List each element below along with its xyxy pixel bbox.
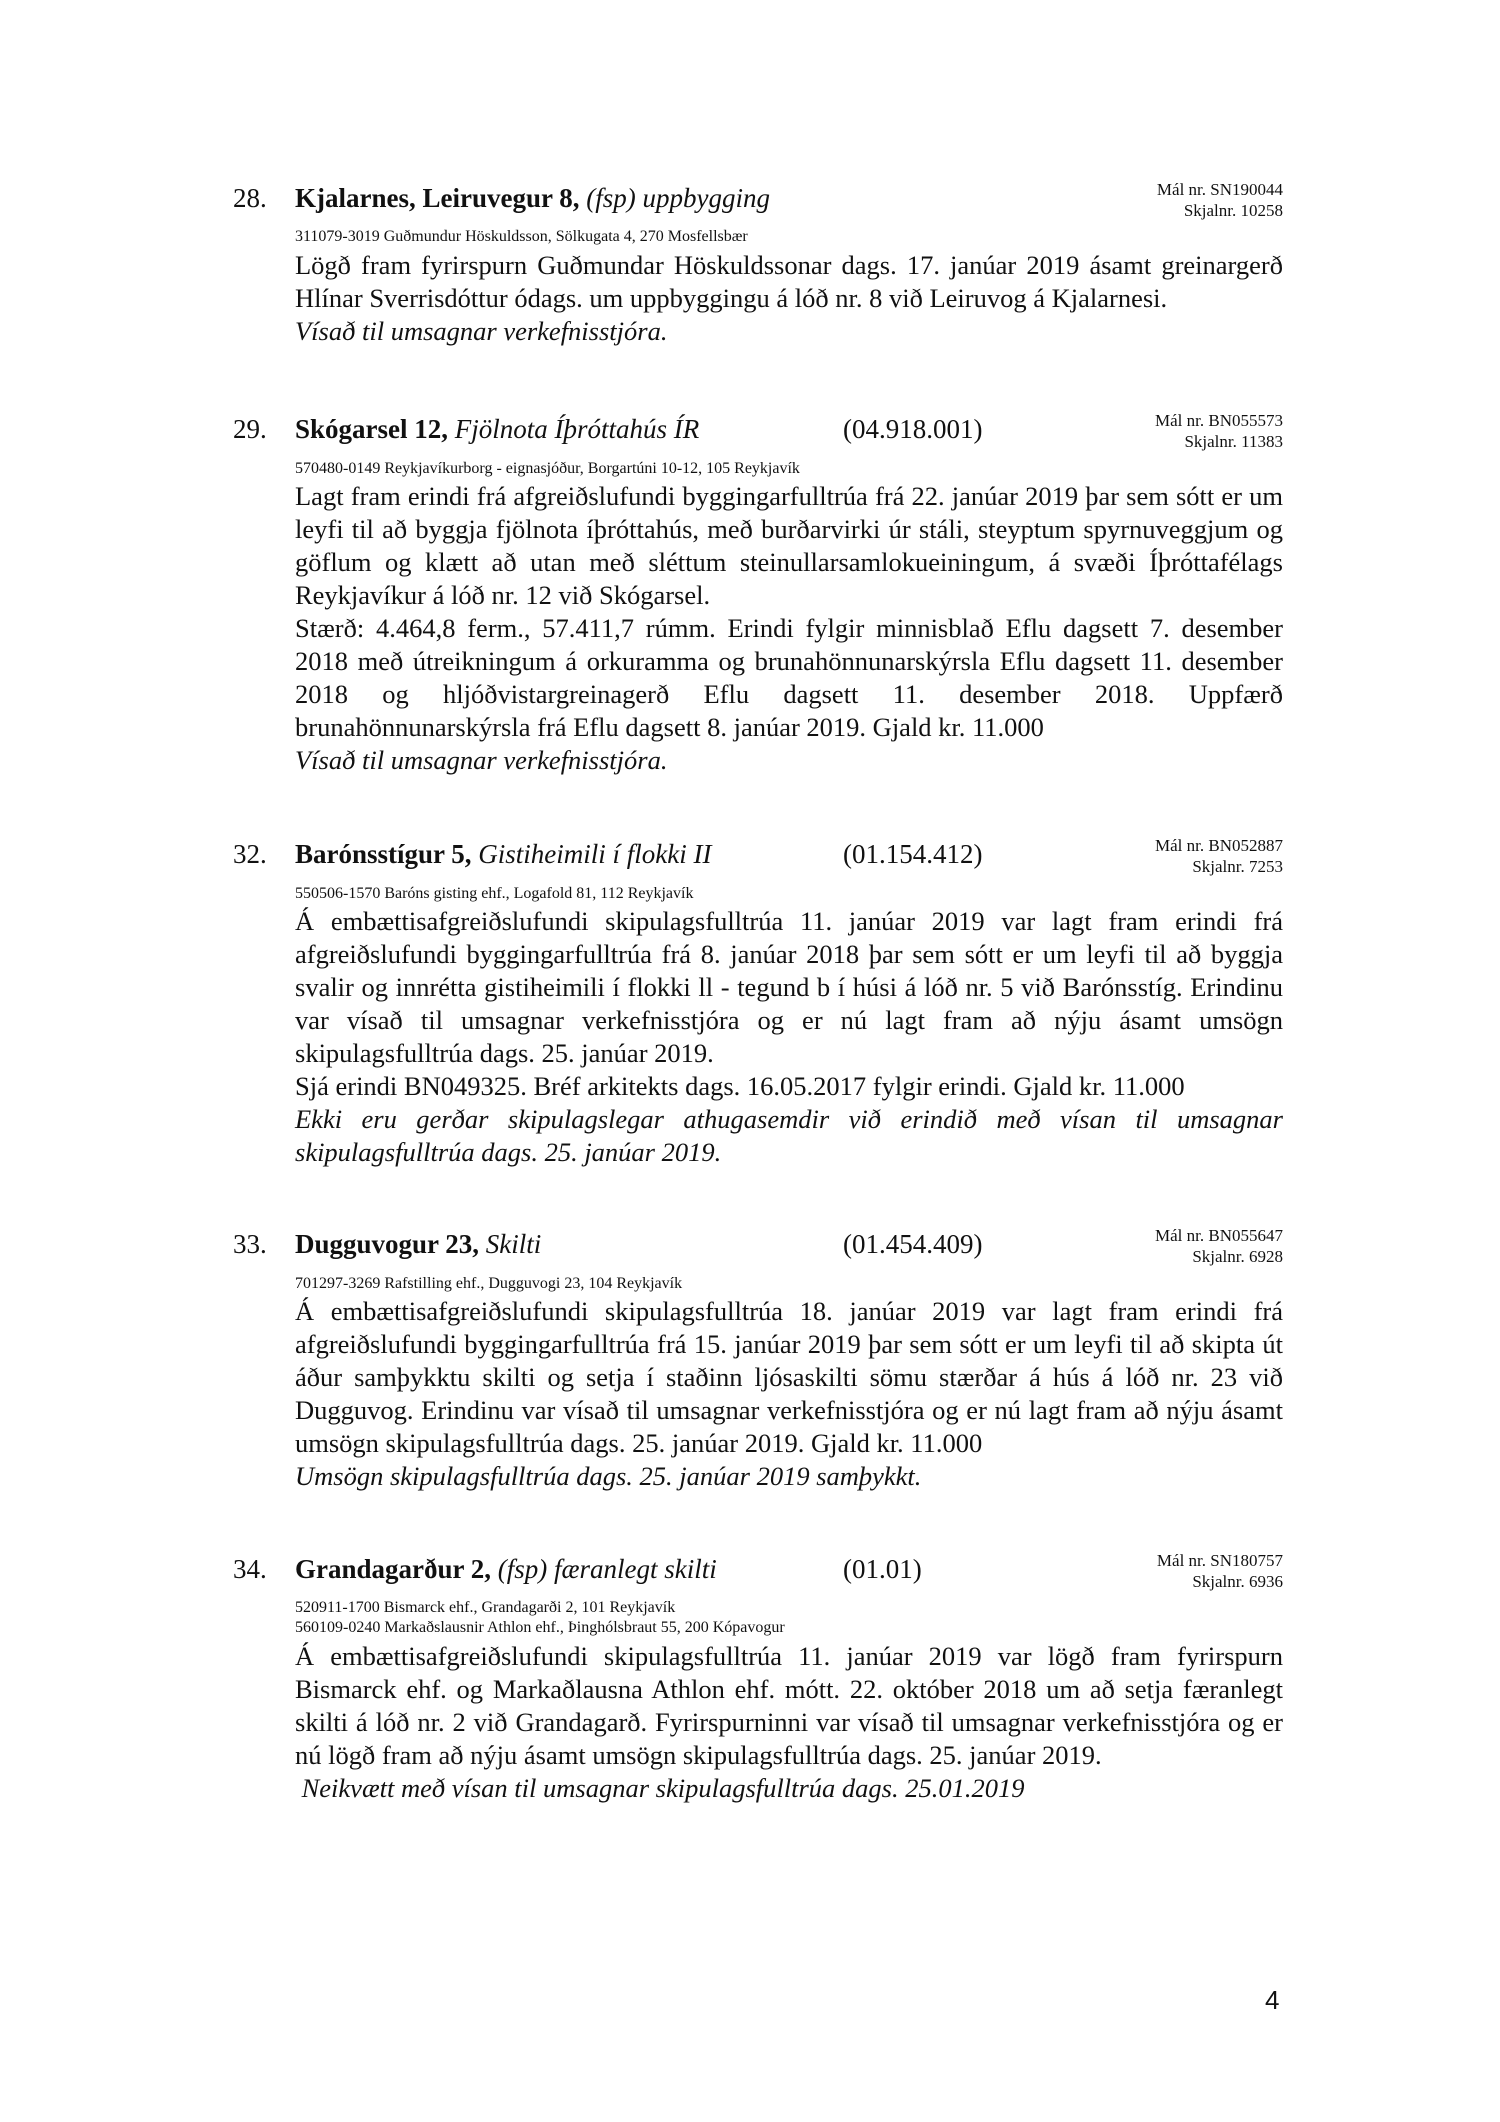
- case-title: [295, 1554, 717, 1585]
- case-number: 28.: [233, 183, 267, 213]
- land-number: (01.454.409): [843, 1229, 983, 1259]
- applicant: 560109-0240 Markaðslausnir Athlon ehf., Þinghólsbraut 55, 200 Kópavogur: [295, 1619, 785, 1636]
- case-address: Grandagarður 2,: [295, 1554, 492, 1584]
- case-decision: Neikvætt með vísan til umsagnar skipulagsfulltrúa dags. 25.01.2019: [295, 1773, 1025, 1803]
- mal-nr: Mál nr. SN180757: [1156, 1551, 1283, 1570]
- case-subtitle: (fsp) uppbygging: [586, 183, 770, 213]
- case-subtitle: Gistiheimili í flokki II: [478, 839, 712, 869]
- case-number: 29.: [233, 414, 267, 444]
- applicant-list: [295, 884, 693, 904]
- case-address: Barónsstígur 5,: [295, 839, 472, 869]
- skjalnr: Skjalnr. 10258: [1183, 201, 1283, 220]
- applicant-list: [295, 1598, 785, 1638]
- case-subtitle: Fjölnota Íþróttahús ÍR: [454, 414, 700, 444]
- applicant: 550506-1570 Baróns gisting ehf., Logafold 81, 112 Reykjavík: [295, 885, 694, 902]
- case-subtitle: Skilti: [485, 1229, 542, 1259]
- case-number: 34.: [233, 1554, 267, 1584]
- case-title: [295, 183, 770, 214]
- mal-nr: Mál nr. BN055573: [1155, 411, 1283, 430]
- case-subtitle: (fsp) færanlegt skilti: [497, 1554, 717, 1584]
- skjalnr: Skjalnr. 6936: [1192, 1572, 1283, 1591]
- land-number: (01.01): [843, 1554, 922, 1584]
- case-reference: [1155, 835, 1283, 877]
- case-title: [295, 839, 712, 870]
- applicant-list: [295, 227, 748, 247]
- skjalnr: Skjalnr. 6928: [1192, 1247, 1283, 1266]
- case-text: Á embættisafgreiðslufundi skipulagsfulltrúa 18. janúar 2019 var lagt fram erindi frá afgreiðslufundi byggingarfulltrúa frá 15. janúar 2019 þar sem sótt er um leyfi til að skipta út áður samþykktu skilti og setja í staðinn ljósaskilti sömu stærðar á hús á lóð nr. 23 við Dugguvog. Erindinu var vísað til umsagnar verkefnisstjóra og er nú lagt fram að nýju ásamt umsögn skipulagsfulltrúa dags. 25. janúar 2019. Gjald kr. 11.000: [295, 1296, 1283, 1458]
- case-text: Á embættisafgreiðslufundi skipulagsfulltrúa 11. janúar 2019 var lögð fram fyrirspurn Bismarck ehf. og Markaðlausna Athlon ehf. mótt. 22. október 2018 um að setja færanlegt skilti á lóð nr. 2 við Grandagarð. Fyrirspurninni var vísað til umsagnar verkefnisstjóra og er nú lögð fram að nýju ásamt umsögn skipulagsfulltrúa dags. 25. janúar 2019.: [295, 1641, 1283, 1770]
- case-text: Á embættisafgreiðslufundi skipulagsfulltrúa 11. janúar 2019 var lagt fram erindi frá afgreiðslufundi byggingarfulltrúa frá 8. janúar 2018 þar sem sótt er um leyfi til að byggja svalir og innrétta gistiheimili í flokki ll - tegund b í húsi á lóð nr. 5 við Barónsstíg. Erindinu var vísað til umsagnar verkefnisstjóra og er nú lagt fram að nýju ásamt umsögn skipulagsfulltrúa dags. 25. janúar 2019.: [295, 906, 1283, 1068]
- case-number: 32.: [233, 839, 267, 869]
- case-reference: [1157, 1550, 1283, 1592]
- case-address: Skógarsel 12,: [295, 414, 449, 444]
- case-reference: [1155, 1225, 1283, 1267]
- mal-nr: Mál nr. BN052887: [1155, 836, 1283, 855]
- case-body: [295, 1640, 1283, 1805]
- case-body: [295, 480, 1283, 777]
- applicant-list: [295, 459, 800, 479]
- land-number: (04.918.001): [843, 414, 983, 444]
- mal-nr: Mál nr. SN190044: [1156, 180, 1283, 199]
- case-address: Kjalarnes, Leiruvegur 8,: [295, 183, 580, 213]
- mal-nr: Mál nr. BN055647: [1155, 1226, 1283, 1245]
- case-text: Lagt fram erindi frá afgreiðslufundi byggingarfulltrúa frá 22. janúar 2019 þar sem sótt er um leyfi til að byggja fjölnota íþróttahús, með burðarvirki úr stáli, steyptum spyrnuveggjum og göflum og klætt að utan með sléttum steinullarsamlokueiningum, á svæði Íþróttafélags Reykjavíkur á lóð nr. 12 við Skógarsel.: [295, 481, 1283, 610]
- applicant: 570480-0149 Reykjavíkurborg - eignasjóður, Borgartúni 10-12, 105 Reykjavík: [295, 460, 800, 477]
- case-reference: [1157, 179, 1283, 221]
- case-text: Sjá erindi BN049325. Bréf arkitekts dags. 16.05.2017 fylgir erindi. Gjald kr. 11.000: [295, 1071, 1185, 1101]
- page-number: 4: [1265, 1985, 1280, 2015]
- skjalnr: Skjalnr. 7253: [1192, 857, 1283, 876]
- applicant: 520911-1700 Bismarck ehf., Grandagarði 2, 101 Reykjavík: [295, 1599, 676, 1616]
- land-number: (01.154.412): [843, 839, 983, 869]
- case-text: Lögð fram fyrirspurn Guðmundar Höskuldssonar dags. 17. janúar 2019 ásamt greinargerð Hlínar Sverrisdóttur ódags. um uppbyggingu á lóð nr. 8 við Leiruvog á Kjalarnesi.: [295, 250, 1283, 313]
- case-body: [295, 1295, 1283, 1493]
- applicant: 311079-3019 Guðmundur Höskuldsson, Sölkugata 4, 270 Mosfellsbær: [295, 228, 748, 245]
- case-text: Stærð: 4.464,8 ferm., 57.411,7 rúmm. Erindi fylgir minnisblað Eflu dagsett 7. desember 2018 með útreikningum á orkuramma og brunahönnunarskýrsla Eflu dagsett 11. desember 2018 og hljóðvistargreinagerð Eflu dagsett 11. desember 2018. Uppfærð brunahönnunarskýrsla frá Eflu dagsett 8. janúar 2019. Gjald kr. 11.000: [295, 613, 1283, 742]
- case-body: [295, 905, 1283, 1169]
- case-decision: Umsögn skipulagsfulltrúa dags. 25. janúar 2019 samþykkt.: [295, 1461, 922, 1491]
- case-reference: [1155, 410, 1283, 452]
- applicant: 701297-3269 Rafstilling ehf., Dugguvogi 23, 104 Reykjavík: [295, 1275, 683, 1292]
- case-decision: Vísað til umsagnar verkefnisstjóra.: [295, 745, 668, 775]
- case-title: [295, 414, 699, 445]
- skjalnr: Skjalnr. 11383: [1184, 432, 1283, 451]
- applicant-list: [295, 1274, 682, 1294]
- case-number: 33.: [233, 1229, 267, 1259]
- case-address: Dugguvogur 23,: [295, 1229, 480, 1259]
- case-decision: Vísað til umsagnar verkefnisstjóra.: [295, 316, 668, 346]
- case-title: [295, 1229, 541, 1260]
- case-decision: Ekki eru gerðar skipulagslegar athugasemdir við erindið með vísan til umsagnar skipulagsfulltrúa dags. 25. janúar 2019.: [295, 1104, 1283, 1167]
- case-body: [295, 249, 1283, 348]
